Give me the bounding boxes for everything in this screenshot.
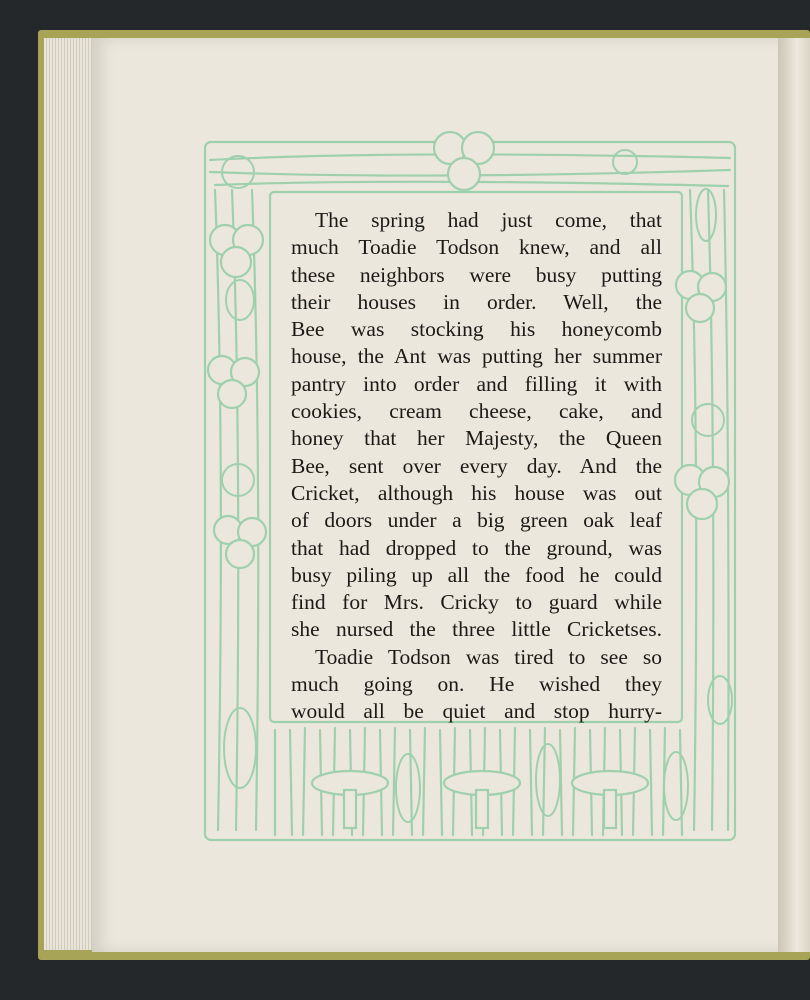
text-line: The spring had just come, that [315, 208, 662, 232]
text-line: she nursed the three little Cricketses. [291, 617, 662, 642]
text-line: that had dropped to the ground, was [291, 535, 662, 560]
story-text [291, 207, 662, 726]
text-line: Bee was stocking his honeycomb [291, 317, 662, 342]
text-line: honey that her Majesty, the Queen [291, 426, 662, 451]
text-line: busy piling up all the food he could [291, 562, 662, 587]
text-line: much Toadie Todson knew, and all [291, 235, 662, 260]
text-line: Toadie Todson was tired to see so [315, 644, 662, 669]
text-line: pantry into order and filling it with [291, 371, 662, 396]
text-line: would all be quiet and stop hurry- [291, 699, 662, 724]
text-line: of doors under a big green oak leaf [291, 508, 662, 533]
text-line: these neighbors were busy putting [291, 262, 662, 287]
text-line: house, the Ant was putting her summer [291, 344, 662, 369]
text-line: much going on. He wished they [291, 672, 662, 697]
text-line: Bee, sent over every day. And the [291, 453, 662, 478]
text-line: cookies, cream cheese, cake, and [291, 399, 662, 424]
text-line: their houses in order. Well, the [291, 289, 662, 314]
text-line: find for Mrs. Cricky to guard while [291, 590, 662, 615]
text-line: Cricket, although his house was out [291, 480, 662, 505]
